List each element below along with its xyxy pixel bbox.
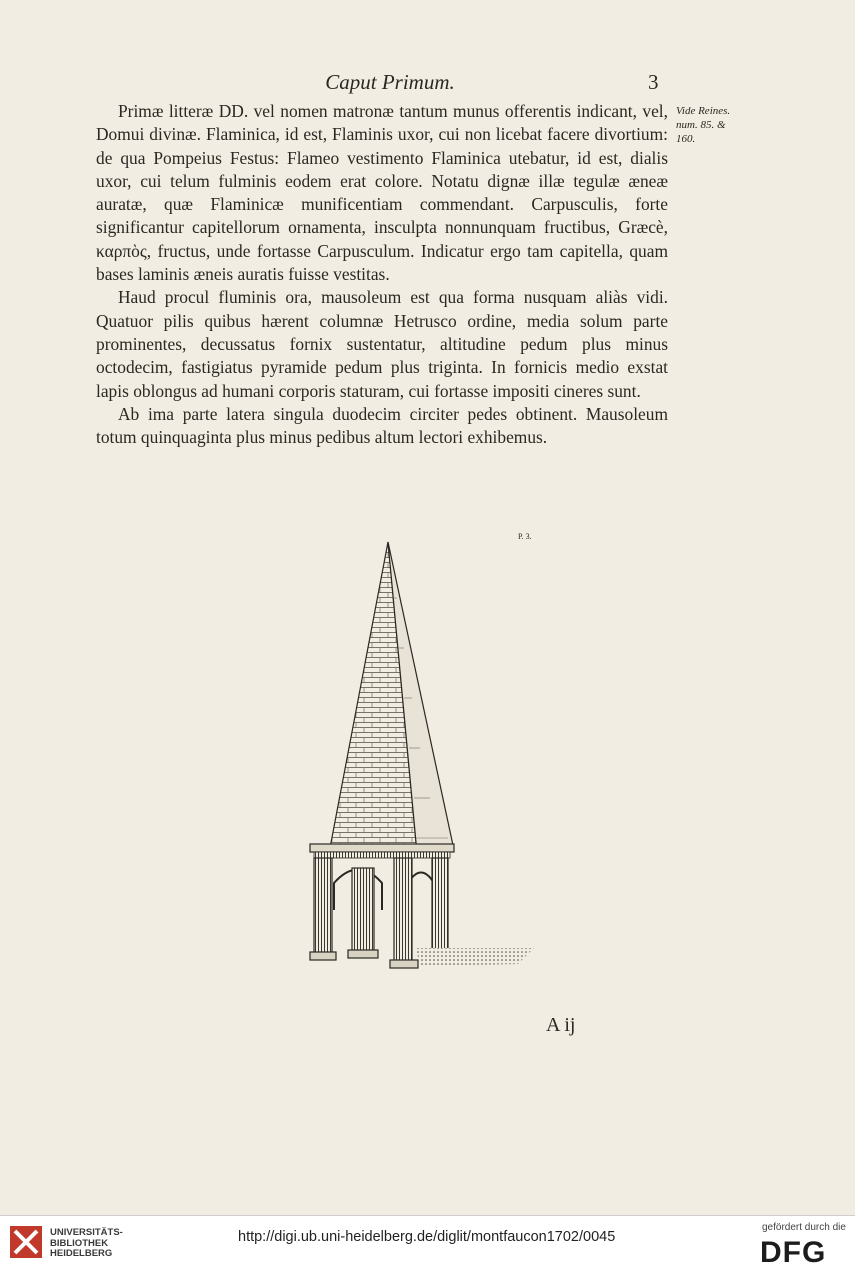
university-library-logo-icon: [10, 1226, 42, 1258]
body-text: [96, 100, 668, 449]
permalink-url[interactable]: http://digi.ub.uni-heidelberg.de/diglit/montfaucon1702/0045: [238, 1229, 616, 1245]
margin-note: [676, 104, 764, 146]
viewer-footer: [0, 1215, 855, 1276]
library-name: [50, 1228, 123, 1260]
plate-reference: P. 3.: [518, 532, 532, 541]
library-name-line: UNIVERSITÄTS-: [50, 1227, 123, 1238]
library-name-line: HEIDELBERG: [50, 1248, 113, 1259]
catchword: A ij: [546, 1014, 576, 1036]
dfg-logo: DFG: [760, 1236, 827, 1269]
running-head: Caput Primum.: [325, 70, 455, 94]
pyramid: [330, 542, 454, 853]
library-name-line: BIBLIOTHEK: [50, 1237, 109, 1249]
margin-note-line: 160.: [676, 133, 696, 145]
funder-caption: gefördert durch die: [762, 1222, 846, 1233]
page-number: 3: [648, 70, 659, 94]
arches: [334, 870, 434, 911]
paragraph-3: Ab ima parte latera singula duodecim circiter pedes obtinent. Mausoleum totum quinquaginta plus minus pedibus altum lectori exhibemus.: [96, 403, 668, 448]
margin-note-line: Vide Reines.: [676, 105, 731, 117]
entablature: [310, 844, 454, 858]
paragraph-2: Haud procul fluminis ora, mausoleum est qua forma nusquam aliàs vidi. Quatuor pilis quibus hærent columnæ Hetrusco ordine, media solum parte prominentes, decussatus fornix sustentatur, altitudine pedum plus minus octodecim, fastigiatus pyramide pedum plus triginta. In fornicis medio exstat lapis oblongus ad humani corporis staturam, cui fortasse impositi cineres sunt.: [96, 287, 668, 401]
margin-note-line: num. 85. &: [676, 119, 726, 131]
ground-shadow: [416, 948, 534, 966]
paragraph-1: Primæ litteræ DD. vel nomen matronæ tantum munus offerentis indicant, vel, Domui divinæ. Flaminica, id est, Flaminis uxor, cui non licebat facere divortium: de qua Pompeius Festus: Flameo vestimento Flaminica utebatur, id est, dialis uxor, cui telum fulminis eodem erat colore. Notatu dignæ illæ tegulæ æneæ auratæ, quæ Flaminicæ munificentiam commendant. Carpusculis, forte significantur capitellorum ornamenta, insculpta nonnunquam fructibus, Græcè, καρπὸς, fructus, unde fortasse Carpusculum. Indicatur ergo tam capitella, quam bases laminis æneis auratis fuisse vestitas.: [96, 101, 668, 285]
mausoleum-engraving: [296, 538, 546, 978]
